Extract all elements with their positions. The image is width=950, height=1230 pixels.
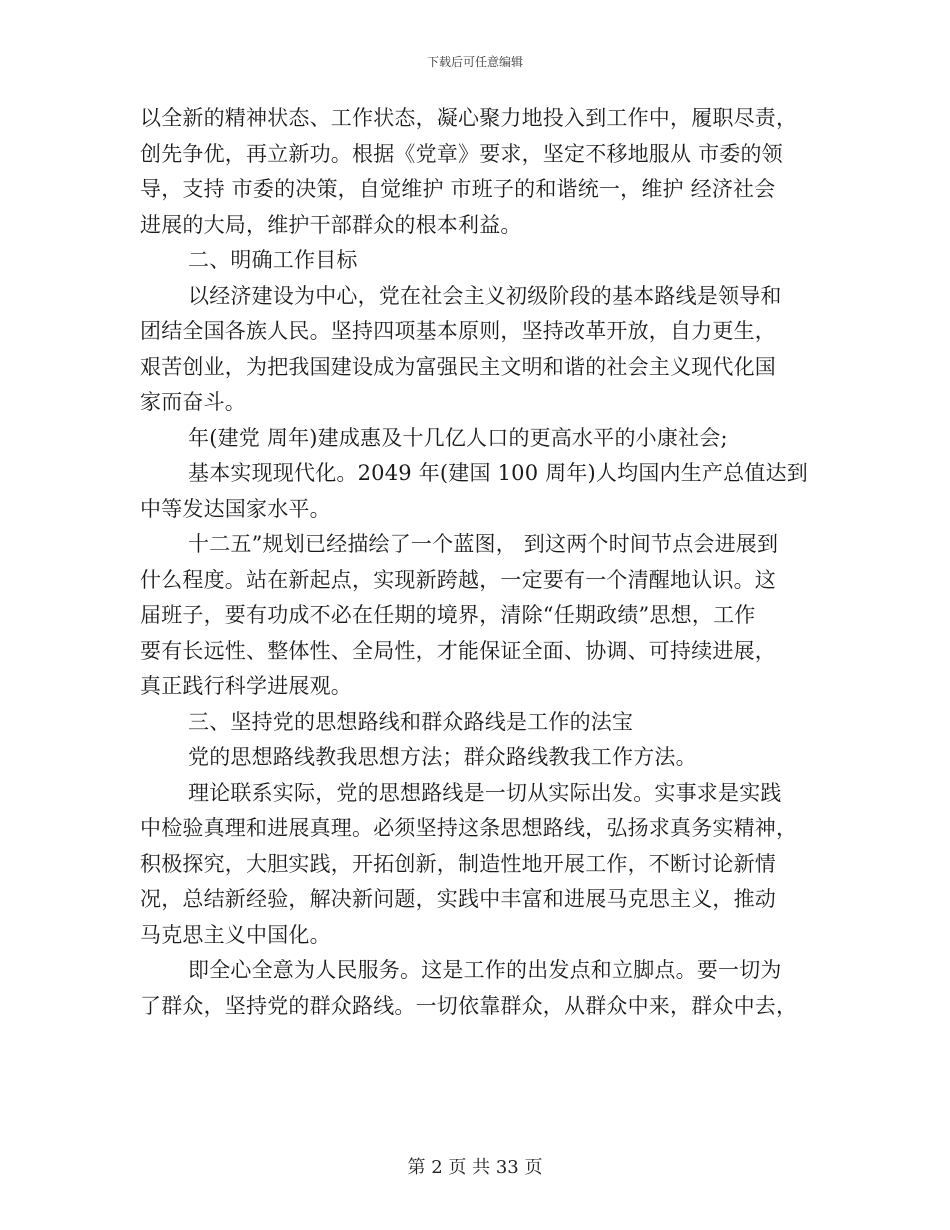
- paragraph-line: 积极探究，大胆实践，开拓创新，制造性地开展工作，不断讨论新情: [140, 851, 776, 876]
- paragraph: [140, 279, 812, 421]
- paragraph-line: 导，支持 市委的决策，自觉维护 市班子的和谐统一，维护 经济社会: [140, 177, 776, 201]
- paragraph-line: 基本实现现代化。2049 年(建国 100 周年)人均国内生产总值达到: [188, 461, 808, 485]
- paragraph-line: 十二五”规划已经描绘了一个蓝图， 到这两个时间节点会进展到: [188, 532, 779, 556]
- paragraph-line: 什么程度。站在新起点，实现新跨越，一定要有一个清醒地认识。这: [140, 567, 776, 592]
- paragraph: [140, 243, 812, 279]
- paragraph-line: 届班子，要有功成不必在任期的境界，清除“任期政绩”思想，工作: [140, 603, 756, 627]
- page-header-note: 下载后可任意编辑: [426, 55, 523, 69]
- paragraph-line: 团结全国各族人民。坚持四项基本原则，坚持改革开放，自力更生，: [140, 319, 776, 343]
- paragraph-line: 以经济建设为中心，党在社会主义初级阶段的基本路线是领导和: [188, 283, 782, 308]
- paragraph: [140, 953, 812, 1024]
- paragraph-line: 进展的大局，维护干部群众的根本利益。: [140, 212, 522, 237]
- paragraph-line: 况，总结新经验，解决新问题，实践中丰富和进展马克思主义，推动: [140, 887, 776, 911]
- paragraph-line: 真正践行科学进展观。: [140, 674, 352, 698]
- paragraph: [140, 101, 812, 243]
- paragraph-line: 理论联系实际，党的思想路线是一切从实际出发。实事求是实践: [188, 780, 782, 805]
- paragraph-line: 即全心全意为人民服务。这是工作的出发点和立脚点。要一切为: [188, 958, 782, 982]
- paragraph: [140, 705, 812, 741]
- document-body: [140, 101, 812, 1024]
- paragraph-line: 要有长远性、整体性、全局性，才能保证全面、协调、可持续进展，: [140, 638, 776, 663]
- paragraph-line: 二、明确工作目标: [188, 248, 358, 272]
- paragraph-line: 了群众，坚持党的群众路线。一切依靠群众，从群众中来，群众中去，: [140, 993, 798, 1018]
- paragraph-line: 中检验真理和进展真理。必须坚持这条思想路线，弘扬求真务实精神，: [140, 816, 798, 840]
- paragraph: [140, 527, 812, 705]
- paragraph-line: 马克思主义中国化。: [140, 922, 331, 947]
- page-footer-number: 第 2 页 共 33 页: [407, 1157, 543, 1178]
- paragraph: [140, 421, 812, 457]
- paragraph: [140, 776, 812, 954]
- paragraph-line: 三、坚持党的思想路线和群众路线是工作的法宝: [188, 709, 634, 734]
- paragraph-line: 创先争优，再立新功。根据《党章》要求，坚定不移地服从 市委的领: [140, 141, 783, 166]
- paragraph-line: 家而奋斗。: [140, 390, 246, 414]
- paragraph-line: 年(建党 周年)建成惠及十几亿人口的更高水平的小康社会;: [188, 425, 728, 450]
- paragraph-line: 中等发达国家水平。: [140, 496, 331, 521]
- paragraph: [140, 456, 812, 527]
- paragraph: [140, 740, 812, 776]
- paragraph-line: 党的思想路线教我思想方法；群众路线教我工作方法。: [188, 745, 697, 769]
- paragraph-line: 艰苦创业，为把我国建设成为富强民主文明和谐的社会主义现代化国: [140, 354, 776, 379]
- paragraph-line: 以全新的精神状态、工作状态，凝心聚力地投入到工作中，履职尽责，: [140, 106, 798, 130]
